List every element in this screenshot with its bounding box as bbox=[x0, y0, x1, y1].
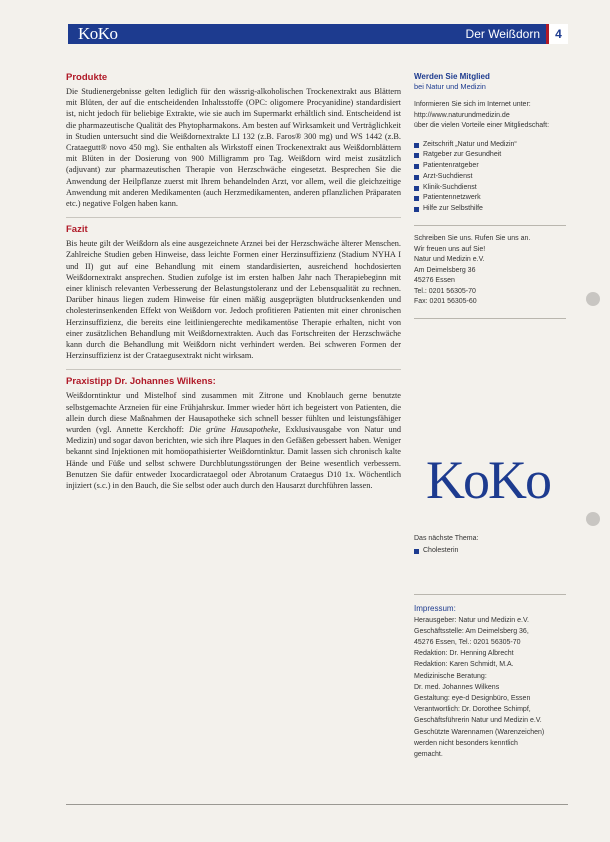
sidebar-lower bbox=[414, 534, 566, 760]
contact-line: Tel.: 0201 56305-70 bbox=[414, 287, 476, 295]
divider bbox=[66, 217, 401, 218]
paragraph-produkte: Die Studienergebnisse gelten lediglich für den wässrig-alkoholischen Trockenextrakt aus Blättern mit Blüten, der auf die entscheidenden Inhaltsstoffe (OPC: oligomere Procyanidine) standardisiert ist, nicht jedoch für beliebige Extrakte, wie sie auch im Supermarkt erhältlich sind. Entscheidend ist die pharmazeutische Qualität des Phytopharmakons. Am besten auf Wirksamkeit und Verträglichkeit in Studien untersucht sind die Weißdornextrakte LI 132 (z.B. Faros® 300 mg) und WS 1442 (z.B. Crataegutt® novo 450 mg). Sie enthalten als Wirkstoff einen Trockenextrakt aus Weißdornblättern mit Blüten in der Dosierung von 900 Milligramm pro Tag. Weißdorn wird meist zusätzlich (adjuvant) zur pharmazeutischen Therapie von Herzschwäche eingesetzt. Besprechen Sie die Anwendung der Heilpflanze zuerst mit Ihrem behandelnden Arzt, vor allem, weil die gleichzeitige Anwendung mit anderen Medikamenten (auch Herzmedikamenten, anderen pflanzlichen Präparaten etc.) negative Folgen haben kann. bbox=[66, 87, 401, 209]
bullet-square-icon bbox=[414, 175, 419, 180]
page-number: 4 bbox=[555, 27, 562, 41]
section-fazit bbox=[66, 224, 401, 361]
header-bar bbox=[68, 24, 568, 44]
impressum-title: Impressum: bbox=[414, 604, 456, 614]
impressum-block bbox=[414, 603, 566, 760]
bullet-square-icon bbox=[414, 153, 419, 158]
benefits-list bbox=[414, 140, 566, 216]
list-item bbox=[414, 172, 566, 183]
impressum-line: Redaktion: Dr. Henning Albrecht bbox=[414, 650, 514, 658]
contact-line: Fax: 0201 56305-60 bbox=[414, 298, 477, 306]
benefit-label: Arzt-Suchdienst bbox=[423, 172, 473, 180]
impressum-line: Geschäftsstelle: Am Deimelsberg 36, bbox=[414, 627, 529, 635]
contact-line: Natur und Medizin e.V. bbox=[414, 256, 485, 264]
contact-line: Schreiben Sie uns. Rufen Sie uns an. bbox=[414, 235, 531, 243]
bullet-square-icon bbox=[414, 196, 419, 201]
bullet-square-icon bbox=[414, 164, 419, 169]
heading-praxistipp: Praxistipp Dr. Johannes Wilkens: bbox=[66, 376, 216, 388]
heading-produkte: Produkte bbox=[66, 72, 108, 83]
membership-title: Werden Sie Mitglied bbox=[414, 72, 490, 81]
section-praxistipp bbox=[66, 376, 401, 491]
benefit-label: Hilfe zur Selbsthilfe bbox=[423, 205, 483, 213]
contact-block bbox=[414, 234, 566, 308]
impressum-line: Herausgeber: Natur und Medizin e.V. bbox=[414, 616, 529, 624]
membership-subtitle: bei Natur und Medizin bbox=[414, 82, 486, 91]
impressum-line: Dr. med. Johannes Wilkens bbox=[414, 683, 500, 691]
impressum-line: Medizinische Beratung: bbox=[414, 672, 487, 680]
punch-hole bbox=[586, 512, 600, 526]
impressum-line: Redaktion: Karen Schmidt, M.A. bbox=[414, 661, 514, 669]
punch-hole bbox=[586, 292, 600, 306]
list-item bbox=[414, 161, 566, 172]
contact-line: 45276 Essen bbox=[414, 277, 455, 285]
impressum-line: Verantwortlich: Dr. Dorothee Schimpf, bbox=[414, 706, 531, 714]
divider bbox=[414, 318, 566, 319]
bullet-square-icon bbox=[414, 549, 419, 554]
book-title: Die grüne Hausapotheke bbox=[189, 425, 279, 435]
heading-fazit: Fazit bbox=[66, 224, 88, 236]
impressum-line: Gestaltung: eye-d Designbüro, Essen bbox=[414, 694, 531, 702]
impressum-line: 45276 Essen, Tel.: 0201 56305-70 bbox=[414, 638, 521, 646]
praxistipp-text-a: Weißdorntinktur und Mistelhof sind zusammen mit Zitrone und Knoblauch gerne benutzte selbstgemachte Arzneien für eine Frühjahrskur. Immer wieder hört ich begeistert von Patienten, die allein durch diese Maßnahmen der Hausapotheke sich schnell besser fühlten und leistungsfähiger wurden (vgl. Annette Kerckhoff: bbox=[66, 391, 401, 435]
benefit-label: Klinik-Suchdienst bbox=[423, 183, 477, 191]
paragraph-fazit: Bis heute gilt der Weißdorn als eine ausgezeichnete Arznei bei der Herzschwäche älterer Menschen. Zahlreiche Studien geben Hinweise, dass leichte Formen einer Herzinsuffizienz (Stadium NYHA I und II) gut auf eine Behandlung mit einem standardisierten, ausreichend hochdosierten Weißdornextrakt ansprechen. Studien zufolge ist im ersten halben Jahr nach Therapiebeginn mit einer klinisch relevanten Verbesserung der Belastungstoleranz und der Lebensqualität zu rechnen. Darüber hinaus liegen zudem Hinweise für einen mäßig ausgeprägten blutdrucksenkenden und cholesterinsenkenden Effekt von Weißdorn vor. Jedoch profitieren Patienten mit einer chronischen Herzinsuffizienz, die bereits eine leitliniengerechte medikamentöse Therapie erhalten, nicht von einer zusätzlichen Behandlung mit Weißdornextrakten. Auch das Fortschreiten der Herzschwäche kann durch die Behandlung mit Weißdorn nicht verhindert werden. Bei schweren Formen der Herzinsuffizienz ist der Crataegusextrakt nicht wirksam. bbox=[66, 239, 401, 361]
benefit-label: Patientennetzwerk bbox=[423, 194, 481, 202]
impressum-line: Geschützte Warennamen (Warenzeichen) werden nicht besonders kenntlich bbox=[414, 728, 545, 747]
next-topic-list bbox=[414, 546, 566, 557]
sidebar bbox=[414, 72, 566, 327]
list-item bbox=[414, 140, 566, 151]
benefit-label: Patientenratgeber bbox=[423, 162, 479, 170]
main-column bbox=[66, 72, 401, 499]
bullet-square-icon bbox=[414, 207, 419, 212]
benefit-label: Ratgeber zur Gesundheit bbox=[423, 151, 502, 159]
impressum-line: Geschäftsführerin Natur und Medizin e.V. bbox=[414, 717, 542, 725]
membership-intro: Informieren Sie sich im Internet unter: bbox=[414, 101, 531, 108]
next-topic-label: Das nächste Thema: bbox=[414, 535, 479, 542]
bullet-square-icon bbox=[414, 143, 419, 148]
paragraph-praxistipp bbox=[66, 390, 401, 491]
section-title: Der Weißdorn bbox=[465, 27, 540, 41]
impressum-line: gemacht. bbox=[414, 750, 443, 758]
section-produkte bbox=[66, 72, 401, 209]
divider bbox=[414, 225, 566, 226]
divider bbox=[414, 594, 566, 595]
membership-url[interactable]: http://www.naturundmedizin.de bbox=[414, 111, 510, 119]
list-item bbox=[414, 204, 566, 215]
list-item bbox=[414, 546, 566, 557]
contact-line: Wir freuen uns auf Sie! bbox=[414, 245, 486, 253]
membership-after: über die vielen Vorteile einer Mitgliedschaft: bbox=[414, 122, 550, 129]
bullet-square-icon bbox=[414, 186, 419, 191]
list-item bbox=[414, 193, 566, 204]
footer-rule bbox=[66, 804, 568, 805]
header-logo: KoKo bbox=[78, 24, 118, 43]
next-topic-item: Cholesterin bbox=[423, 546, 459, 554]
list-item bbox=[414, 150, 566, 161]
praxistipp-text-b: , Exklusivausgabe von Natur und Medizin) und sogar davon berichten, wie sich ihre Plaques in den Gefäßen gebessert haben. Weniger bekannt sind Injektionen mit homöopathisierter Weißdorntinktur. Damit lassen sich chronisch kalte Hände und Füße und selbst schwere Durchblutungsstörungen der Beine wesentlich verbessern. Benutzen Sie dafür entweder Ixocardicrataegol oder Abrotanum Crataegus D10 1x. Wöchentlich injiziert (s.c.) in den Bauch, die Sie selbst oder auch durch den Hausarzt durchführen lassen. bbox=[66, 425, 402, 491]
divider bbox=[66, 369, 401, 370]
benefit-label: Zeitschrift „Natur und Medizin“ bbox=[423, 140, 517, 148]
list-item bbox=[414, 183, 566, 194]
contact-line: Am Deimelsberg 36 bbox=[414, 266, 476, 274]
koko-logo: KoKo bbox=[426, 450, 550, 510]
